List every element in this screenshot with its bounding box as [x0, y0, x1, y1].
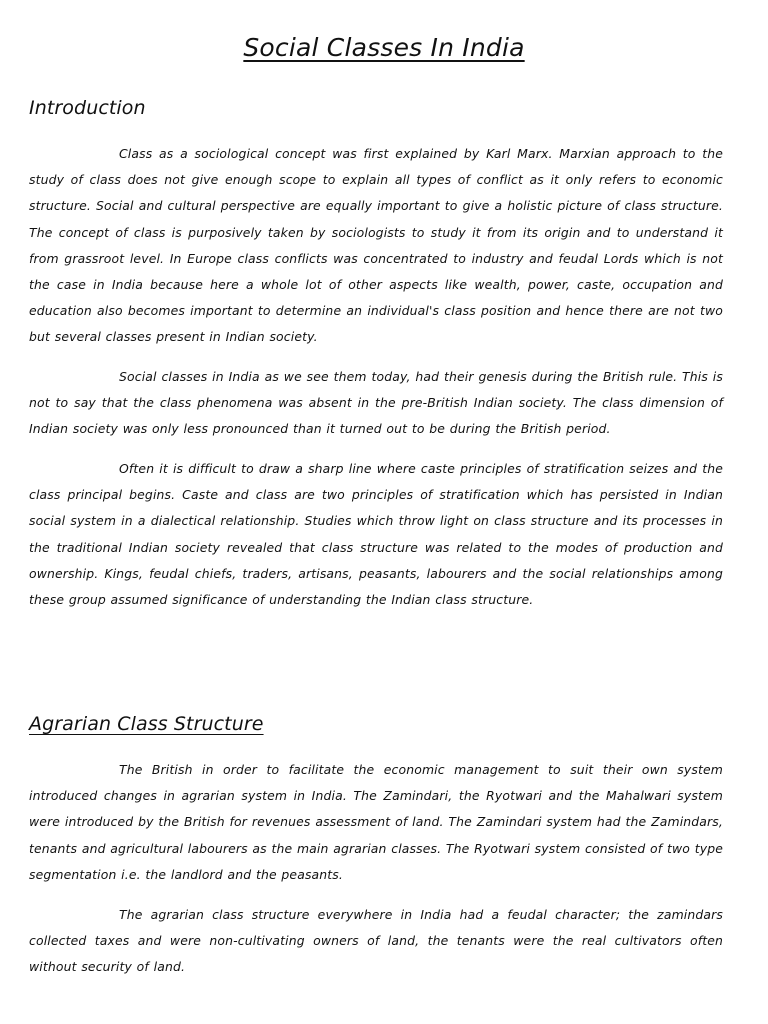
intro-paragraph-2: Social classes in India as we see them today, had their genesis during the British rule. This is not to say that the class phenomena was absent in the pre-British Indian society. The class dimension of Indian society was only less pronounced than it turned out to be during the British period.: [29, 369, 723, 437]
section-heading-introduction: Introduction: [29, 97, 146, 119]
agrarian-paragraph-2: The agrarian class structure everywhere in India had a feudal character; the zamindars collected taxes and were non-cultivating owners of land, the tenants were the real cultivators often without security of land.: [29, 907, 723, 975]
intro-paragraph-3: Often it is difficult to draw a sharp line where caste principles of stratification seizes and the class principal begins. Caste and class are two principles of stratification which has persisted in Indian social system in a dialectical relationship. Studies which throw light on class structure and its processes in the traditional Indian society revealed that class structure was related to the modes of production and ownership. Kings, feudal chiefs, traders, artisans, peasants, labourers and the social relationships among these group assumed significance of understanding the Indian class structure.: [29, 461, 723, 608]
section-heading-agrarian-class-structure: Agrarian Class Structure: [29, 713, 264, 735]
intro-paragraph-1: Class as a sociological concept was first explained by Karl Marx. Marxian approach to the study of class does not give enough scope to explain all types of conflict as it only refers to economic structure. Social and cultural perspective are equally important to give a holistic picture of class structure. The concept of class is purposively taken by sociologists to study it from its origin and to understand it from grassroot level. In Europe class conflicts was concentrated to industry and feudal Lords which is not the case in India because here a whole lot of other aspects like wealth, power, caste, occupation and education also becomes important to determine an individual's class position and hence there are not two but several classes present in Indian society.: [29, 146, 723, 345]
document-title: Social Classes In India: [243, 33, 525, 62]
agrarian-paragraph-1: The British in order to facilitate the economic management to suit their own system introduced changes in agrarian system in India. The Zamindari, the Ryotwari and the Mahalwari system were introduced by the British for revenues assessment of land. The Zamindari system had the Zamindars, tenants and agricultural labourers as the main agrarian classes. The Ryotwari system consisted of two type segmentation i.e. the landlord and the peasants.: [29, 762, 723, 882]
